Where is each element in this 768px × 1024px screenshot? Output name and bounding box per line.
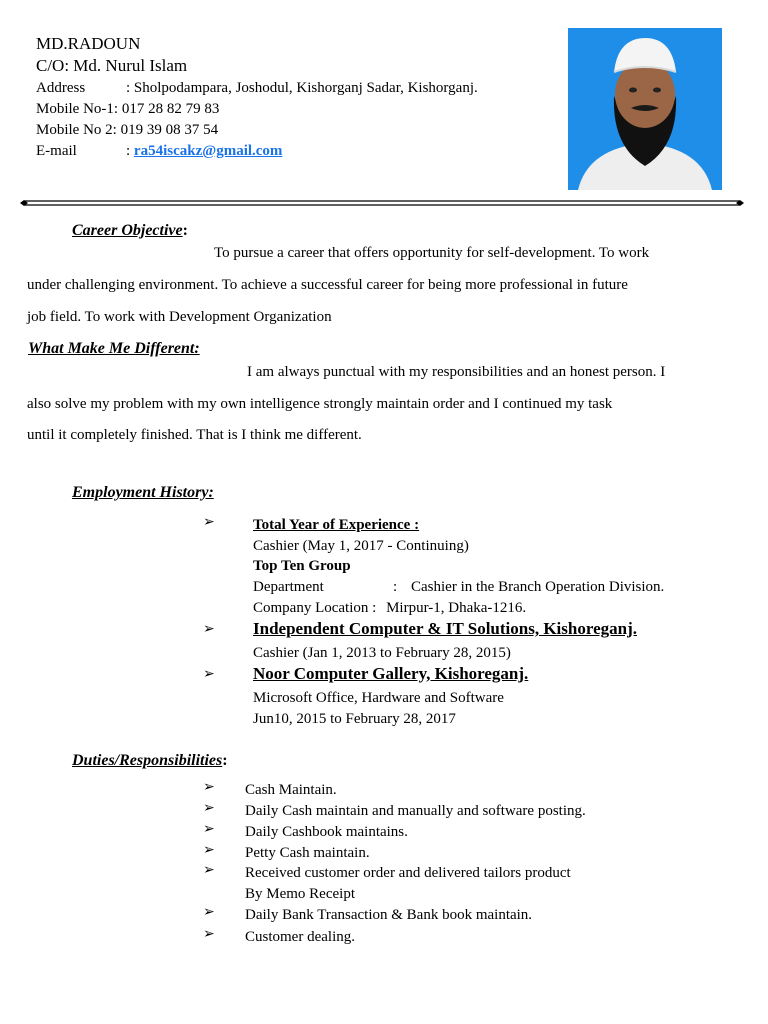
bullet-arrow-icon: ➢ xyxy=(203,863,215,878)
job1-loc-value: Mirpur-1, Dhaka-1216. xyxy=(386,600,527,616)
career-line-3: job field. To work with Development Organization xyxy=(27,309,332,325)
duty-item: Received customer order and delivered tailors product xyxy=(245,865,571,881)
portrait-illustration xyxy=(568,28,722,190)
job3-role: Microsoft Office, Hardware and Software xyxy=(253,690,504,706)
email-label: E-mail xyxy=(36,143,77,159)
duties-heading-colon: : xyxy=(222,752,228,769)
bullet-arrow-icon: ➢ xyxy=(203,780,215,795)
career-heading-colon: : xyxy=(182,222,188,239)
job2-company: Independent Computer & IT Solutions, Kishoreganj. xyxy=(253,619,637,638)
job3-dates: Jun10, 2015 to February 28, 2017 xyxy=(253,711,456,727)
career-line-2: under challenging environment. To achieve a successful career for being more professional in future xyxy=(27,277,628,293)
mobile1-row xyxy=(36,101,219,118)
portrait-photo xyxy=(568,28,722,190)
job1-dept-sep: : xyxy=(393,579,398,595)
different-line-1: I am always punctual with my responsibilities and an honest person. I xyxy=(247,364,666,380)
mobile2-value: 019 39 08 37 54 xyxy=(120,122,219,138)
duty-item: Petty Cash maintain. xyxy=(245,845,370,861)
bullet-arrow-icon: ➢ xyxy=(203,622,215,637)
career-heading-text: Career Objective xyxy=(72,222,183,239)
job1-department-row xyxy=(253,577,664,597)
duties-heading-text: Duties/Responsibilities xyxy=(72,752,223,769)
mobile2-row xyxy=(36,122,218,139)
duty-item: Daily Cash maintain and manually and software posting. xyxy=(245,803,586,819)
bullet-arrow-icon: ➢ xyxy=(203,905,215,920)
address-value: : Sholpodampara, Joshodul, Kishorganj Sadar, Kishorganj. xyxy=(126,80,478,96)
mobile1-label: Mobile No-1: xyxy=(36,101,119,117)
different-line-2: also solve my problem with my own intelligence strongly maintain order and I continued my task xyxy=(27,396,613,412)
different-heading: What Make Me Different: xyxy=(28,340,200,357)
different-line-3: until it completely finished. That is I think me different. xyxy=(27,427,362,443)
bullet-arrow-icon: ➢ xyxy=(203,667,215,682)
job1-loc-label: Company Location : xyxy=(253,600,377,616)
job1-role: Cashier (May 1, 2017 - Continuing) xyxy=(253,538,469,554)
job2-role: Cashier (Jan 1, 2013 to February 28, 2015) xyxy=(253,645,511,661)
header-divider xyxy=(20,199,744,207)
employment-heading: Employment History: xyxy=(72,484,214,501)
address-row xyxy=(36,80,478,97)
duty-item: By Memo Receipt xyxy=(245,886,355,902)
bullet-arrow-icon: ➢ xyxy=(203,801,215,816)
duty-item: Customer dealing. xyxy=(245,929,355,945)
job1-dept-label: Department xyxy=(253,579,324,595)
duty-item: Cash Maintain. xyxy=(245,782,337,798)
duty-item: Daily Cashbook maintains. xyxy=(245,824,408,840)
bullet-arrow-icon: ➢ xyxy=(203,927,215,942)
email-separator: : xyxy=(126,143,131,159)
job1-location-row xyxy=(253,598,526,618)
job3-company: Noor Computer Gallery, Kishoreganj. xyxy=(253,664,529,683)
job1-company: Top Ten Group xyxy=(253,558,351,574)
career-line-1: To pursue a career that offers opportunity for self-development. To work xyxy=(214,245,650,261)
care-of-line: C/O: Md. Nurul Islam xyxy=(36,56,188,75)
job1-dept-value: Cashier in the Branch Operation Division. xyxy=(411,579,665,595)
email-row xyxy=(36,143,282,160)
mobile1-value: 017 28 82 79 83 xyxy=(121,101,220,117)
resume-name: MD.RADOUN xyxy=(36,34,141,53)
total-experience-label: Total Year of Experience : xyxy=(253,517,420,533)
duties-heading xyxy=(72,752,228,770)
career-objective-heading xyxy=(72,222,188,240)
bullet-arrow-icon: ➢ xyxy=(203,822,215,837)
bullet-arrow-icon: ➢ xyxy=(203,843,215,858)
duty-item: Daily Bank Transaction & Bank book maintain. xyxy=(245,907,533,923)
bullet-arrow-icon: ➢ xyxy=(203,515,215,530)
mobile2-label: Mobile No 2: xyxy=(36,122,117,138)
email-link[interactable]: ra54iscakz@gmail.com xyxy=(133,143,283,159)
address-label: Address xyxy=(36,80,86,96)
